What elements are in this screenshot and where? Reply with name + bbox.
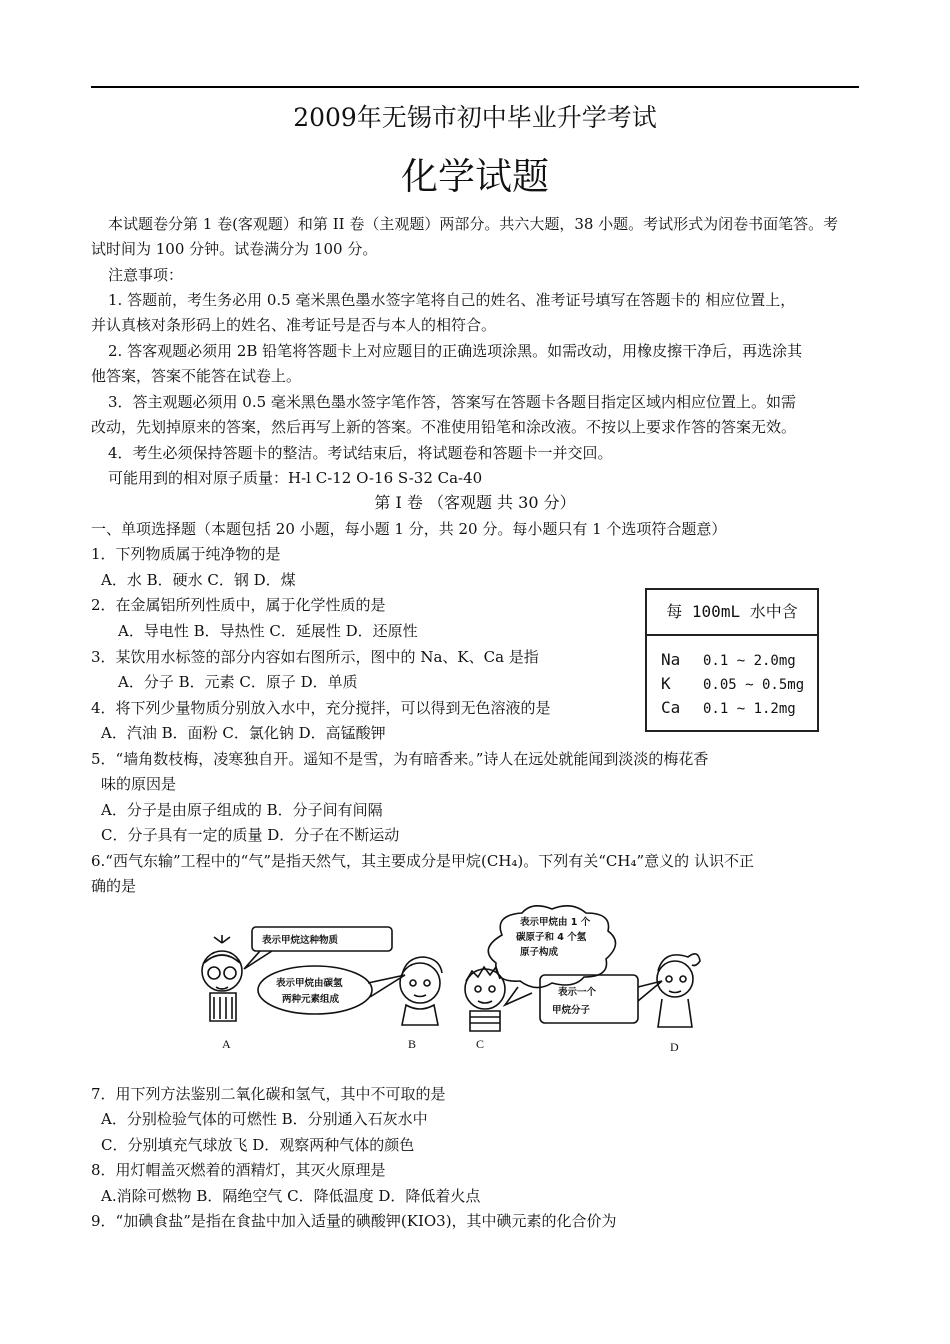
question-1-options: A．水 B．硬水 C．钢 D．煤 — [101, 571, 296, 589]
question-8-options: A.消除可燃物 B．隔绝空气 C．降低温度 D．降低着火点 — [101, 1187, 481, 1205]
question-3: 3．某饮用水标签的部分内容如右图所示，图中的 Na、K、Ca 是指 — [91, 648, 539, 666]
water-label-row — [661, 698, 796, 717]
question-5b: 味的原因是 — [101, 775, 177, 793]
bubble-tail-a — [244, 951, 272, 969]
question-2-options: A．导电性 B．导热性 C．延展性 D．还原性 — [118, 622, 418, 640]
exam-title: 2009年无锡市初中毕业升学考试 — [293, 103, 657, 132]
element-value: 0.1 ~ 2.0mg — [703, 653, 796, 669]
notice-3a: 3．答主观题必须用 0.5 毫米黑色墨水签字笔作答，答案写在答题卡各题目指定区域内相应位置上。如需 — [108, 393, 796, 411]
notice-1b: 并认真核对条形码上的姓名、准考证号是否与本人的相符合。 — [91, 316, 497, 334]
question-7-options-1: A．分别检验气体的可燃性 B．分别通入石灰水中 — [101, 1110, 428, 1128]
bubble-tail-c — [505, 987, 532, 1005]
question-8: 8．用灯帽盖灭燃着的酒精灯，其灭火原理是 — [91, 1161, 386, 1179]
figure-label-c: C — [476, 1037, 485, 1051]
notice-4: 4．考生必须保持答题卡的整洁。考试结束后，将试题卷和答题卡一并交回。 — [108, 444, 613, 462]
question-7-options-2: C．分别填充气球放飞 D．观察两种气体的颜色 — [101, 1136, 415, 1154]
bubble-c-text-1: 表示甲烷由 1 个 — [520, 917, 591, 928]
bubble-c-text-2: 碳原子和 4 个氢 — [516, 932, 587, 943]
question-6a: 6.“西气东输”工程中的“气”是指天然气，其主要成分是甲烷(CH₄)。下列有关“CH₄”意义的 认识不正 — [91, 852, 754, 870]
bubble-c-text-3: 原子构成 — [520, 947, 559, 958]
question-1: 1．下列物质属于纯净物的是 — [91, 545, 281, 563]
question-2: 2．在金属铝所列性质中，属于化学性质的是 — [91, 596, 386, 614]
notice-2b: 他答案，答案不能答在试卷上。 — [91, 367, 302, 385]
section-title: 第 I 卷 （客观题 共 30 分） — [374, 493, 576, 512]
question-9: 9．“加碘食盐”是指在食盐中加入适量的碘酸钾(KIO3)，其中碘元素的化合价为 — [91, 1212, 617, 1230]
element-symbol: Ca — [661, 698, 681, 717]
element-symbol: K — [661, 674, 671, 693]
question-6b: 确的是 — [91, 877, 137, 895]
question-4: 4．将下列少量物质分别放入水中，充分搅拌，可以得到无色溶液的是 — [91, 699, 551, 717]
bubble-d-text-1: 表示一个 — [558, 987, 597, 998]
question-4-options: A．汽油 B．面粉 C．氯化钠 D．高锰酸钾 — [101, 724, 386, 742]
bubble-b-text-2: 两种元素组成 — [282, 994, 340, 1005]
element-value: 0.05 ~ 0.5mg — [703, 677, 805, 693]
subject-title: 化学试题 — [401, 155, 549, 198]
element-symbol: Na — [661, 650, 681, 669]
part-heading: 一、单项选择题（本题包括 20 小题，每小题 1 分，共 20 分。每小题只有 1 个选项符合题意） — [91, 520, 727, 538]
question-5a: 5．“墙角数枝梅，凌寒独自开。遥知不是雪，为有暗香来。”诗人在远处就能闻到淡淡的梅花香 — [91, 750, 709, 768]
intro-line-2: 试时间为 100 分钟。试卷满分为 100 分。 — [91, 240, 378, 258]
character-c-icon — [465, 967, 505, 1031]
bubble-a-text: 表示甲烷这种物质 — [262, 935, 339, 946]
intro-line-1: 本试题卷分第 1 卷(客观题）和第 II 卷（主观题）两部分。共六大题，38 小题。考试形式为闭卷书面笔答。考 — [108, 215, 839, 233]
figure-label-b: B — [408, 1037, 417, 1051]
question-3-options: A．分子 B．元素 C．原子 D．单质 — [118, 673, 358, 691]
figure-label-d: D — [670, 1040, 679, 1054]
top-rule — [91, 86, 859, 88]
character-a-icon — [202, 935, 242, 1021]
water-label-figure — [645, 588, 819, 732]
question-5-options-2: C．分子具有一定的质量 D．分子在不断运动 — [101, 826, 400, 844]
notice-1a: 1. 答题前，考生务必用 0.5 毫米黑色墨水签字笔将自己的姓名、准考证号填写在答题卡的 相应位置上， — [108, 291, 796, 309]
character-b-icon — [400, 957, 442, 1025]
notice-3b: 改动，先划掉原来的答案，然后再写上新的答案。不准使用铅笔和涂改液。不按以上要求作答的答案无效。 — [91, 418, 797, 436]
water-label-heading: 每 100mL 水中含 — [647, 590, 817, 636]
question-7: 7．用下列方法鉴别二氧化碳和氢气，其中不可取的是 — [91, 1085, 446, 1103]
atomic-masses: 可能用到的相对原子质量：H-l C-12 O-16 S-32 Ca-40 — [108, 469, 483, 487]
methane-cartoon-figure — [200, 905, 720, 1060]
water-label-row — [661, 674, 804, 693]
question-5-options-1: A．分子是由原子组成的 B．分子间有间隔 — [101, 801, 383, 819]
bubble-b-text-1: 表示甲烷由碳氢 — [276, 978, 343, 989]
notice-title: 注意事项： — [108, 266, 184, 284]
bubble-d-text-2: 甲烷分子 — [552, 1005, 591, 1016]
element-value: 0.1 ~ 1.2mg — [703, 701, 796, 717]
figure-label-a: A — [222, 1037, 231, 1051]
character-d-icon — [657, 954, 700, 1027]
speech-bubble-b — [258, 966, 372, 1014]
notice-2a: 2. 答客观题必须用 2B 铅笔将答题卡上对应题目的正确选项涂黑。如需改动，用橡皮擦干净后，再选涂其 — [108, 342, 803, 360]
water-label-row — [661, 650, 796, 669]
